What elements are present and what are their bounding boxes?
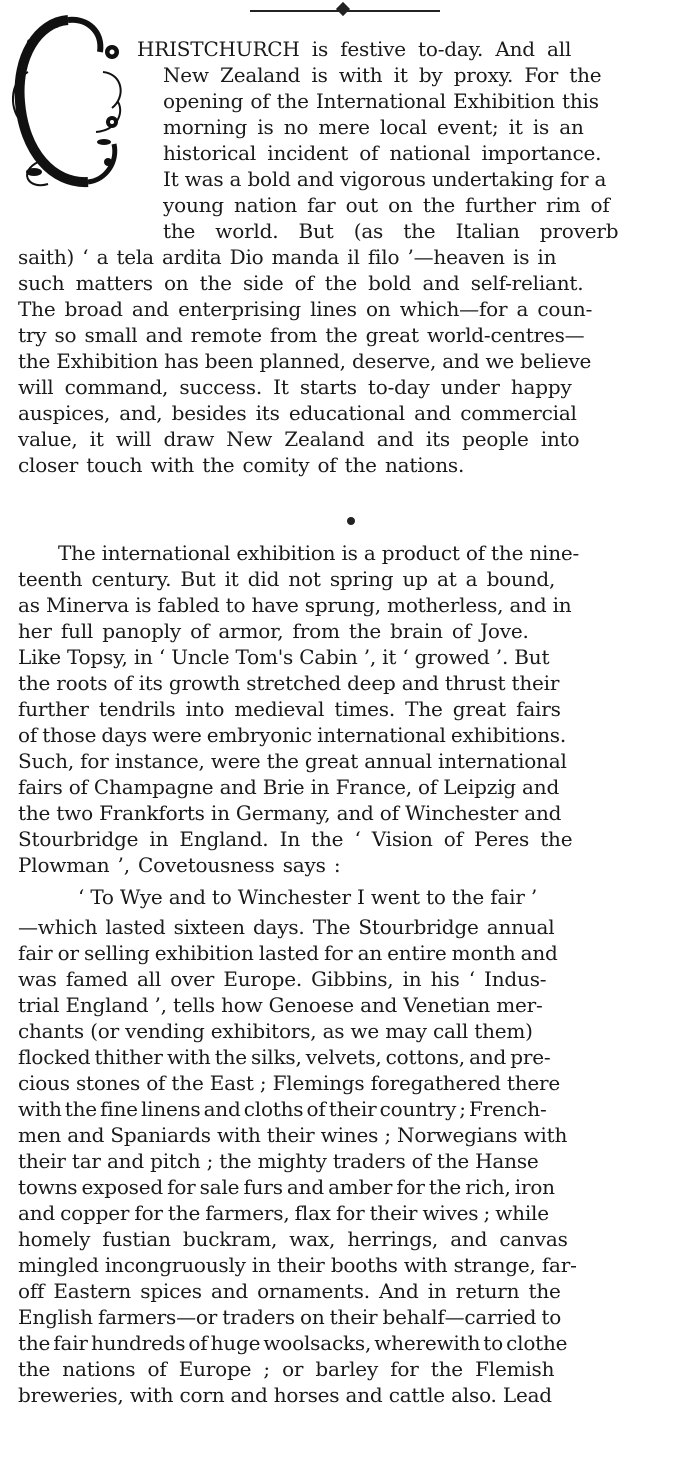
text-line: —which lasted sixteen days. The Stourbridge annual bbox=[18, 915, 555, 939]
text-line: morning is no mere local event; it is an bbox=[163, 115, 584, 139]
text-line: auspices, and, besides its educational and commercial bbox=[18, 401, 577, 425]
block-quote: ‘ To Wye and to Winchester I went to the fair ’ bbox=[78, 885, 537, 909]
text-line: It was a bold and vigorous undertaking for a bbox=[163, 167, 607, 191]
text-line: closer touch with the comity of the nations. bbox=[18, 453, 465, 477]
section-separator-dot bbox=[347, 517, 355, 525]
text-line: cious stones of the East ; Flemings foregathered there bbox=[18, 1071, 561, 1095]
text-line: The broad and enterprising lines on which—for a coun- bbox=[18, 297, 593, 321]
text-line: chants (or vending exhibitors, as we may call them) bbox=[18, 1019, 533, 1043]
text-line: opening of the International Exhibition this bbox=[163, 89, 599, 113]
text-line: flocked thither with the silks, velvets, cottons, and pre- bbox=[18, 1045, 551, 1069]
text-line: try so small and remote from the great world-centres— bbox=[18, 323, 585, 347]
text-line: further tendrils into medieval times. The great fairs bbox=[18, 697, 561, 721]
dropcap-ornament bbox=[8, 12, 128, 192]
text-line: their tar and pitch ; the mighty traders of the Hanse bbox=[18, 1149, 539, 1173]
text-line: English farmers—or traders on their behalf—carried to bbox=[18, 1305, 562, 1329]
text-line: Stourbridge in England. In the ‘ Vision of Peres the bbox=[18, 827, 573, 851]
text-line: such matters on the side of the bold and self-reliant. bbox=[18, 271, 584, 295]
header-ornament bbox=[336, 2, 350, 16]
text-line: Like Topsy, in ‘ Uncle Tom's Cabin ’, it ‘ growed ’. But bbox=[18, 645, 550, 669]
text-line: the Exhibition has been planned, deserve, and we believe bbox=[18, 349, 592, 373]
text-line: historical incident of national importance. bbox=[163, 141, 602, 165]
text-line: as Minerva is fabled to have sprung, motherless, and in bbox=[18, 593, 572, 617]
text-line: breweries, with corn and horses and cattle also. Lead bbox=[18, 1383, 552, 1407]
text-line: Plowman ’, Covetousness says : bbox=[18, 853, 341, 877]
text-line: of those days were embryonic international exhibitions. bbox=[18, 723, 567, 747]
text-line: the roots of its growth stretched deep and thrust their bbox=[18, 671, 560, 695]
text-line: saith) ‘ a tela ardita Dio manda il filo ’—heaven is in bbox=[18, 245, 557, 269]
text-line: off Eastern spices and ornaments. And in return the bbox=[18, 1279, 561, 1303]
text-line: her full panoply of armor, from the brain of Jove. bbox=[18, 619, 529, 643]
text-line: young nation far out on the further rim of bbox=[163, 193, 610, 217]
text-line: the nations of Europe ; or barley for the Flemish bbox=[18, 1357, 555, 1381]
text-line: towns exposed for sale furs and amber for the rich, iron bbox=[18, 1175, 555, 1199]
text-line: fair or selling exhibition lasted for an entire month and bbox=[18, 941, 558, 965]
text-line: with the fine linens and cloths of their country ; French- bbox=[18, 1097, 547, 1121]
text-line: will command, success. It starts to-day under happy bbox=[18, 375, 572, 399]
text-line: teenth century. But it did not spring up at a bound, bbox=[18, 567, 556, 591]
text-line: New Zealand is with it by proxy. For the bbox=[163, 63, 602, 87]
text-line: HRISTCHURCH is festive to-day. And all bbox=[137, 37, 572, 61]
text-line: the two Frankforts in Germany, and of Winchester and bbox=[18, 801, 562, 825]
text-line: Such, for instance, were the great annual international bbox=[18, 749, 567, 773]
text-line: homely fustian buckram, wax, herrings, and canvas bbox=[18, 1227, 568, 1251]
text-line: mingled incongruously in their booths with strange, far- bbox=[18, 1253, 577, 1277]
text-line: the world. But (as the Italian proverb bbox=[163, 219, 619, 243]
text-line: fairs of Champagne and Brie in France, of Leipzig and bbox=[18, 775, 560, 799]
text-line: The international exhibition is a product of the nine- bbox=[58, 541, 580, 565]
text-line: was famed all over Europe. Gibbins, in his ‘ Indus- bbox=[18, 967, 547, 991]
text-line: the fair hundreds of huge woolsacks, wherewith to clothe bbox=[18, 1331, 568, 1355]
text-line: trial England ’, tells how Genoese and Venetian mer- bbox=[18, 993, 543, 1017]
text-line: men and Spaniards with their wines ; Norwegians with bbox=[18, 1123, 568, 1147]
text-line: and copper for the farmers, flax for their wives ; while bbox=[18, 1201, 549, 1225]
text-line: value, it will draw New Zealand and its people into bbox=[18, 427, 580, 451]
